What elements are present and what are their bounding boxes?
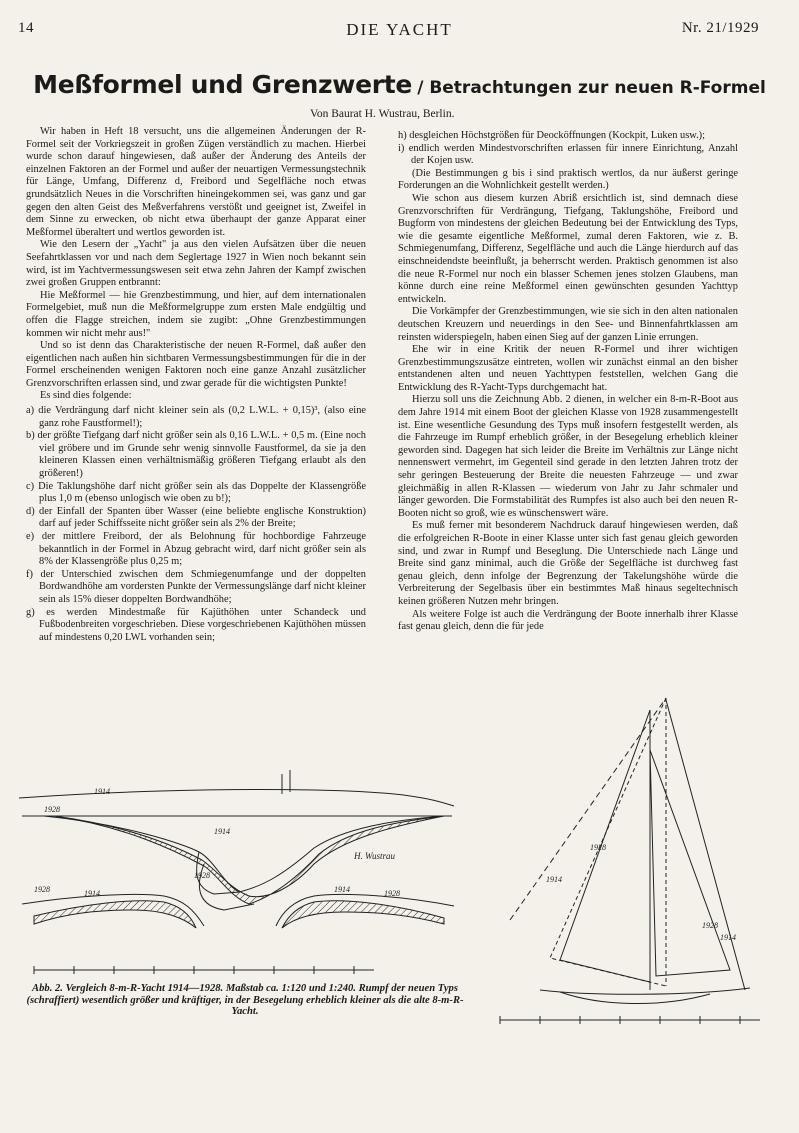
mainsail-1914: [550, 698, 666, 986]
list-item: b) der größte Tiefgang darf nicht größer sein als 0,16 L.W.L. + 0,5 m. (Eine noch viel gröbere und im Grunde sehr wenig sinnvolle Faustformel, da sie ja den kleineren Klassen einen verhältnismäßig größeren Tiefgang erlaubt als den größeren!): [26, 430, 366, 480]
paragraph: Hie Meßformel — hie Grenzbestimmung, und hier, auf dem internationalen Formelgebiet, muß nun die Meßformelgruppe zum ersten Male endgültig und offen die Flagge streichen, indem sie zugibt: „Ohne Grenzbestimmungen kommen wir nicht mehr aus!": [26, 289, 366, 339]
forestay: [666, 700, 745, 990]
paragraph: Die Vorkämpfer der Grenzbestimmungen, wie sie sich in den alten nationalen deutschen Kreuzern und neuerdings in den See- und Binnenfahrtklassen am reinsten widerspiegeln, haben einen Sieg auf der ganzen Linie errungen.: [398, 306, 738, 343]
section-line: [282, 901, 444, 928]
label-1914: 1914: [546, 875, 562, 884]
list-item: c) Die Taklungshöhe darf nicht größer sein als das Doppelte der Klassengröße plus 1,0 m (ebenso unlogisch wie oben zu b!);: [26, 480, 366, 505]
article-title: Meßformel und Grenzwerte: [33, 70, 413, 99]
list-item: a) die Verdrängung darf nicht kleiner sein als (0,2 L.W.L. + 0,15)³, (also eine ganz rohe Faustformel!);: [26, 405, 366, 429]
issue-number: Nr. 21/1929: [681, 20, 759, 36]
page-number: 14: [18, 20, 34, 36]
mast-stub: [282, 770, 290, 794]
label-1914: 1914: [94, 787, 110, 796]
label-1928: 1928: [384, 889, 400, 898]
gaff-line-1914: [510, 698, 666, 920]
label-1914: 1914: [214, 827, 230, 836]
paragraph: Es muß ferner mit besonderem Nachdruck darauf hingewiesen werden, daß die erfolgreichen R-Boote in einer Klasse unter sich fast genau gleich geworden sind, und zwar in Rumpf und Beseglung. Die Unterschiede nach Länge und Breite sind ganz minimal, auch die Größe der Segelfläche ist durchweg fast genau gleich, denn infolge der Begrenzung der Takelungshöhe würde die Verbreiterung der Segelbasis über ein bestimmtes Maß hinaus segeltechnisch keinen größeren Nutzen mehr bringen.: [398, 520, 738, 607]
list-item: f) der Unterschied zwischen dem Schmiegenumfange und der doppelten Bordwandhöhe am vordersten Punkte der Vermessungslänge darf nicht kleiner sein als 15% dieser doppelten Bordwandhöhe;: [26, 568, 366, 605]
article-subtitle: / Betrachtungen zur neuen R-Formel: [417, 78, 766, 98]
left-column: [26, 126, 366, 644]
byline: Von Baurat H. Wustrau, Berlin.: [310, 108, 455, 120]
list-item: d) der Einfall der Spanten über Wasser (eine beliebte englische Konstruktion) darf auf jeder Schiffsseite nicht größer sein als 2% der Breite;: [26, 505, 366, 530]
article-title-block: [0, 70, 799, 99]
right-column: [398, 130, 738, 634]
sheer-line-1914: [19, 789, 454, 806]
scale-bar: [500, 1016, 760, 1024]
label-1928: 1928: [702, 921, 718, 930]
paragraph: Als weitere Folge ist auch die Verdrängung der Boote innerhalb ihrer Klasse fast genau gleich, denn die für jede: [398, 608, 738, 633]
paragraph: Und so ist denn das Charakteristische der neuen R-Formel, daß außer den eigentlichen nach außen hin sichtbaren Vermessungsbestimmungen für die in der Formel erscheinenden wenigen Faktoren noch eine ganze Anzahl zusätzlicher Grenzvorschriften erlassen sind, und zwar gerade für die wichtigsten Punkte!: [26, 340, 366, 389]
paragraph: (Die Bestimmungen g bis i sind praktisch wertlos, da nur äußerst geringe Forderungen an die Wohnlichkeit gestellt werden.): [398, 167, 738, 192]
journal-name: DIE YACHT: [346, 20, 453, 39]
section-line: [34, 901, 196, 928]
signature: H. Wustrau: [354, 851, 396, 861]
list-item: i) endlich werden Mindestvorschriften erlassen für innere Einrichtung, Anzahl der Kojen usw.: [398, 142, 738, 167]
label-1928: 1928: [34, 885, 50, 894]
label-1928: 1928: [194, 871, 210, 880]
paragraph: Ehe wir in eine Kritik der neuen R-Formel und ihrer wichtigen Grenzbestimmungszusätze eintreten, wollen wir zunächst einmal an den bisher entstandenen alten und neuen Yachttypen feststellen, welchen Gang die Entwicklung des R-Yacht-Typs durchgemacht hat.: [398, 344, 738, 393]
label-1928: 1928: [590, 843, 606, 852]
scale-bar: [34, 966, 374, 974]
label-1914: 1914: [334, 885, 350, 894]
label-1928: 1928: [44, 805, 60, 814]
list-item: h) desgleichen Höchstgrößen für Deocköffnungen (Kockpit, Luken usw.);: [398, 130, 706, 141]
paragraph: Wir haben in Heft 18 versucht, uns die allgemeinen Änderungen der R-Formel seit der Vorkriegszeit in großen Zügen verständlich zu machen. Hierbei wurde schon darauf hingewiesen, daß außer der Änderung des Anteils der einzelnen Faktoren an der Formel und außer der neuartigen Vermessungstechnik für Länge, Umfang, Differenz d, Freibord und Segelfläche noch etwas grundsätzlich Neues in die Vorschriften hineingekommen sei, was ganz und gar gegen den alten Geist des Meßverfahrens verstößt und geeignet ist, Zweifel in dem Sinne zu erwecken, ob nicht etwa überhaupt der ganze Apparat einer Meßformel überaltert und wertlos geworden ist.: [26, 126, 366, 238]
hull-outline: [540, 988, 750, 994]
jib: [650, 750, 730, 976]
sail-plan-drawing: [490, 690, 790, 1030]
paragraph: Hierzu soll uns die Zeichnung Abb. 2 dienen, in welcher ein 8-m-R-Boot aus dem Jahre 1914 mit einem Boot der gleichen Klasse von 1928 zusammengestellt ist. Eine wesentliche Gesundung des Typs muß insofern festgestellt werden, als die Fahrzeuge im Rumpf erheblich größer, in der Besegelung erheblich kleiner geworden sind. Dagegen hat sich leider die Breite im Verhältnis zur Länge nicht nennenswert vermehrt, im Gegenteil sind gerade in den letzten Jahren trotz der sehr geringen Besteuerung der Breite die neuesten Fahrzeuge — und zwar gleichmäßig in allen R-Klassen — wiederum von Jahr zu Jahr schmaler und länger geworden. Die Formstabilität des Rumpfes ist also auch bei den neuen R-Booten nicht so groß, wie es wünschenswert wäre.: [398, 394, 738, 519]
paragraph: Wie den Lesern der „Yacht" ja aus den vielen Aufsätzen über die neuen Seefahrtklassen vor und nach dem Seglertage 1927 in Wien noch bekannt sein wird, ist im Yachtvermessungswesen seit etwa zehn Jahren der Kampf zwischen zwei großen Gruppen entbrannt:: [26, 239, 366, 289]
label-1914: 1914: [720, 933, 736, 942]
paragraph: Es sind dies folgende:: [40, 390, 132, 402]
figure-caption: Abb. 2. Vergleich 8-m-R-Yacht 1914—1928. Maßstab ca. 1:120 und 1:240. Rumpf der neuen Typs (schraffiert) wesentlich größer und kräftiger, in der Besegelung erheblich kleiner als die alte 8-m-R-Yacht.: [26, 983, 464, 1018]
paragraph: Wie schon aus diesem kurzen Abriß ersichtlich ist, sind demnach diese Grenzvorschriften für Verdrängung, Tiefgang, Taklungshöhe, Freibord und Bugform von mindestens der gleichen Bedeutung bei der Entwicklung des Typs, wie die gesamte eigentliche Meßformel, zumal deren Faktoren, wie z. B. Schmiegenumfang, Differenz, Segelfläche und auch die Länge hierdurch auf das einschneidendste beeinflußt, ja beherrscht werden. Praktisch genommen ist also die neue R-Formel nur noch ein blasser Schemen jenes stolzen Glaubens, man könne durch eine reine Meßformel einen gewünschten gesunden Yachttyp entwickeln.: [398, 192, 738, 305]
list-item: e) der mittlere Freibord, der als Belohnung für hochbordige Fahrzeuge bekanntlich in der Formel in Abzug gebracht wird, darf nicht größer sein als 8% der Klassengröße plus 0,25 m;: [26, 531, 366, 568]
label-1914: 1914: [84, 889, 100, 898]
list-item: g) es werden Mindestmaße für Kajüthöhen unter Schandeck und Fußbodenbreiten vorgeschrieben. Diese vorgeschriebenen Kajüthöhen müssen auf mindestens 0,20 LWL vorhanden sein;: [26, 606, 366, 643]
hull-profile-drawing: [14, 764, 464, 984]
